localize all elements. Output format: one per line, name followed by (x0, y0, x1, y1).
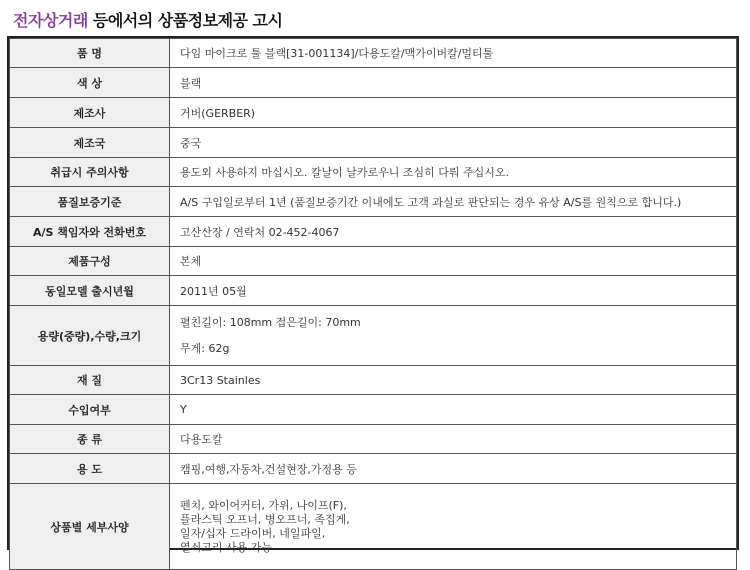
label-manufacturer: 제조사 (10, 98, 170, 128)
label-material: 재 질 (10, 366, 170, 395)
row-warranty (10, 187, 737, 217)
value-material: 3Cr13 Stainles (170, 366, 737, 395)
value-detail-spec (170, 484, 737, 570)
title-accent: 전자상거래 (13, 11, 88, 30)
value-type: 다용도칼 (170, 425, 737, 454)
label-warranty: 품질보증기준 (10, 187, 170, 217)
row-detail-spec (10, 484, 737, 570)
product-info-table (7, 36, 739, 554)
value-usage: 캠핑,여행,자동차,건설현장,가정용 등 (170, 454, 737, 484)
spec-line: 플라스틱 오프너, 병오프너, 족집게, (180, 512, 350, 526)
page-title (13, 8, 282, 31)
value-manufacturer: 거버(GERBER) (170, 98, 737, 128)
label-caution: 취급시 주의사항 (10, 158, 170, 187)
value-product-name: 다임 마이크로 툴 블랙[31-001134]/다용도칼/맥가이버칼/멀티툴 (170, 39, 737, 68)
label-components: 제품구성 (10, 247, 170, 276)
value-size-line: 펼친길이: 108mm 접은길이: 70mm (180, 315, 361, 329)
row-usage (10, 454, 737, 484)
value-caution: 용도외 사용하지 마십시오. 칼날이 날카로우니 조심히 다뤄 주십시오. (170, 158, 737, 187)
value-components: 본체 (170, 247, 737, 276)
label-detail-spec: 상품별 세부사양 (10, 484, 170, 570)
value-color: 블랙 (170, 68, 737, 98)
value-import: Y (170, 395, 737, 425)
row-size-weight (10, 306, 737, 366)
row-material (10, 366, 737, 395)
label-as-contact: A/S 책임자와 전화번호 (10, 217, 170, 247)
label-color: 색 상 (10, 68, 170, 98)
label-import: 수입여부 (10, 395, 170, 425)
label-country: 제조국 (10, 128, 170, 158)
row-country (10, 128, 737, 158)
row-caution (10, 158, 737, 187)
title-rest: 등에서의 상품정보제공 고시 (92, 11, 283, 30)
spec-line: 일자/십자 드라이버, 네일파일, (180, 526, 326, 540)
row-as-contact (10, 217, 737, 247)
value-release-date: 2011년 05월 (170, 276, 737, 306)
row-release-date (10, 276, 737, 306)
row-product-name (10, 39, 737, 68)
label-product-name: 품 명 (10, 39, 170, 68)
spec-line: 펜치, 와이어커터, 가위, 나이프(F), (180, 498, 347, 512)
value-size-weight (170, 306, 737, 366)
label-size-weight: 용량(중량),수량,크기 (10, 306, 170, 366)
value-country: 중국 (170, 128, 737, 158)
value-warranty: A/S 구입일로부터 1년 (품질보증기간 이내에도 고객 과실로 판단되는 경우 유상 A/S를 원칙으로 합니다.) (170, 187, 737, 217)
value-as-contact: 고산산장 / 연락처 02-452-4067 (170, 217, 737, 247)
value-weight-line: 무게: 62g (180, 341, 230, 355)
label-release-date: 동일모델 출시년월 (10, 276, 170, 306)
label-type: 종 류 (10, 425, 170, 454)
row-type (10, 425, 737, 454)
row-components (10, 247, 737, 276)
spec-line: 열쇠고리 사용 가능 (180, 540, 273, 554)
row-import (10, 395, 737, 425)
row-color (10, 68, 737, 98)
label-usage: 용 도 (10, 454, 170, 484)
row-manufacturer (10, 98, 737, 128)
